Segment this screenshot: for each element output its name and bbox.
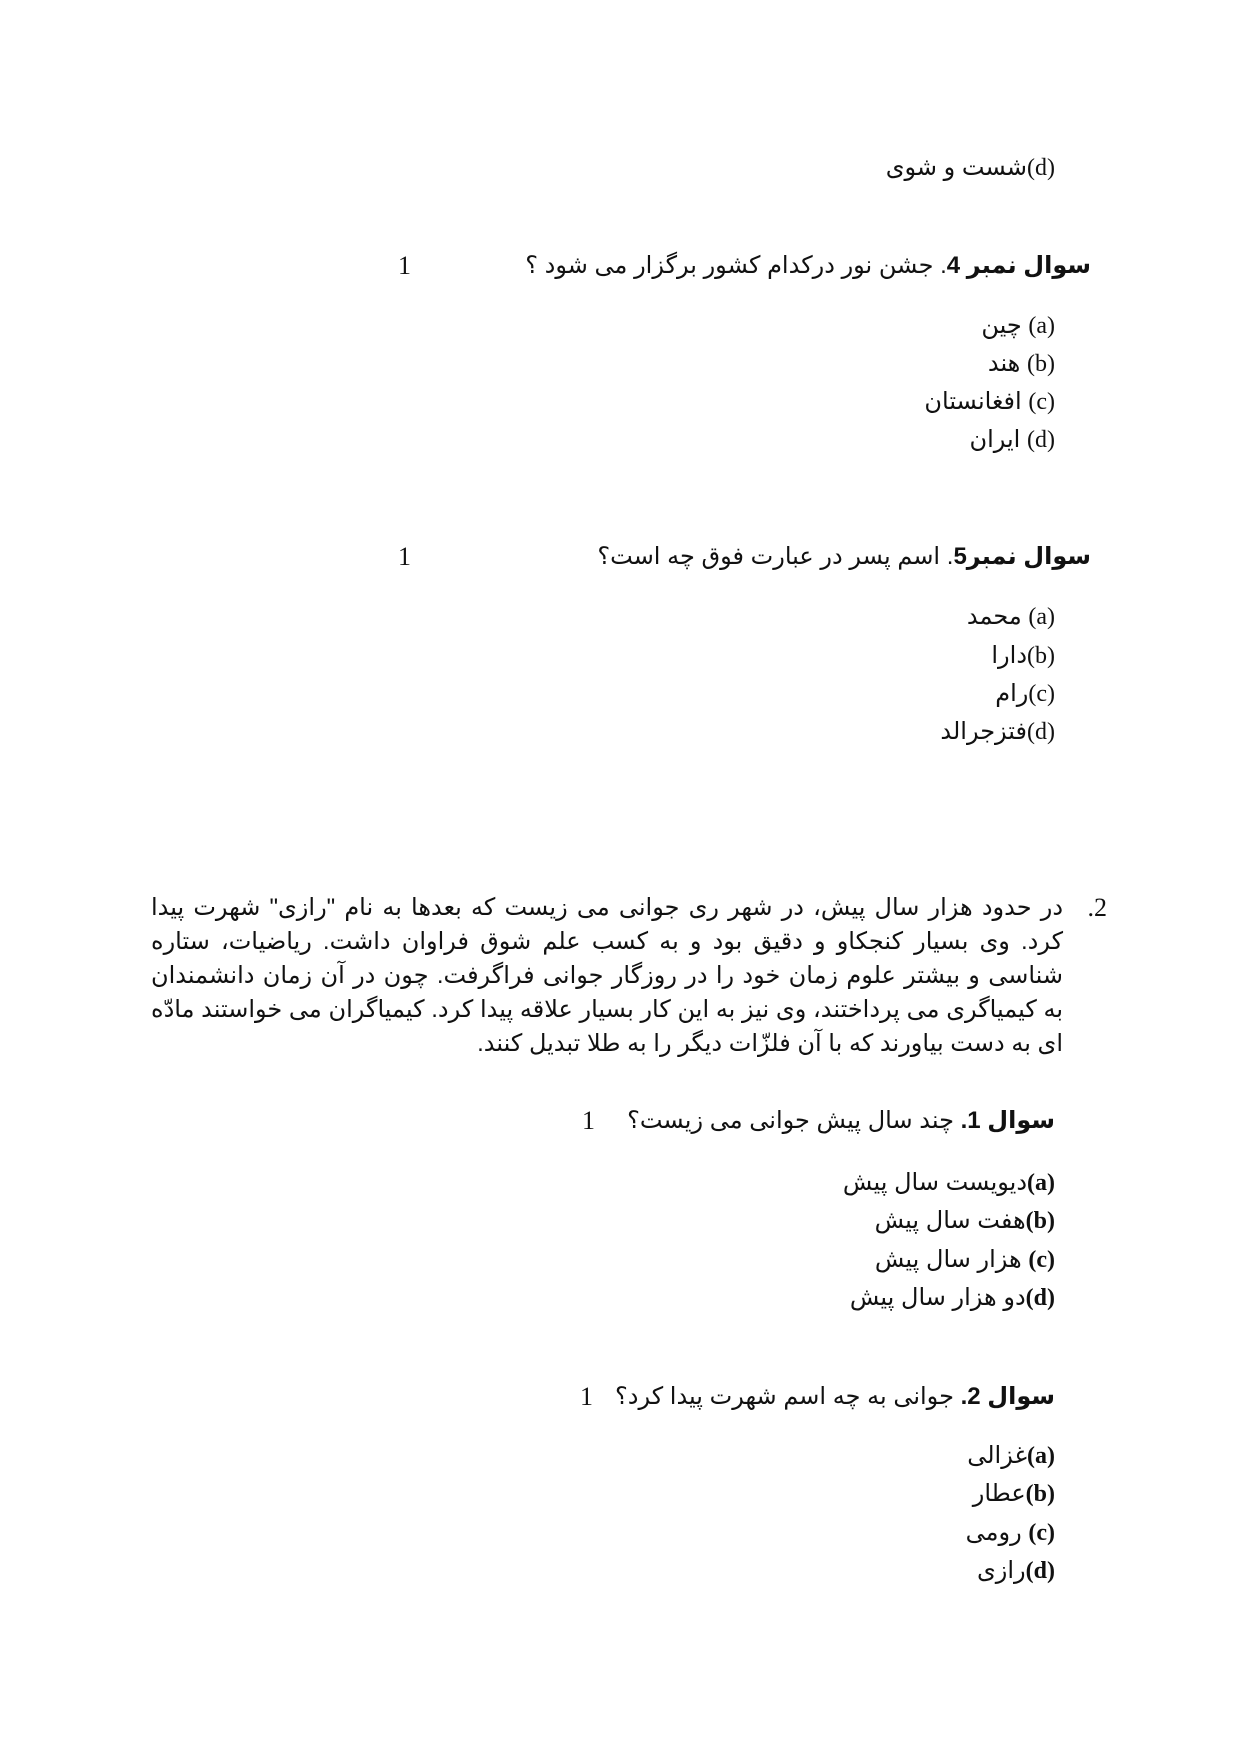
question-label: سوال نمبر5 — [953, 543, 1091, 570]
option-letter: (c) — [1028, 1247, 1055, 1273]
option-a — [843, 1168, 1055, 1198]
option-letter: (a) — [1028, 313, 1055, 339]
question-5-mark: 1 — [398, 542, 411, 571]
question-4-mark: 1 — [398, 251, 411, 280]
option-text: هفت سال پیش — [874, 1207, 1026, 1234]
option-text: هزار سال پیش — [874, 1246, 1029, 1273]
question-text: . جشن نور درکدام کشور برگزار می شود ؟ — [525, 252, 947, 279]
option-letter: (d) — [1027, 719, 1055, 745]
option-text: دیویست سال پیش — [842, 1169, 1028, 1196]
option-letter: (a) — [1027, 1170, 1055, 1196]
option-letter: (b) — [1025, 1208, 1055, 1234]
option-d — [940, 717, 1055, 747]
option-c — [924, 387, 1055, 417]
option-d — [850, 1283, 1055, 1313]
passage-question-2 — [615, 1382, 1055, 1412]
option-text: افغانستان — [924, 388, 1022, 415]
option-text: دو هزار سال پیش — [849, 1284, 1026, 1311]
option-letter: (d) — [1025, 1558, 1055, 1584]
option-text: شست و شوی — [885, 154, 1028, 181]
question-text: چند سال پیش جوانی می زیست؟ — [627, 1107, 961, 1134]
passage-question-1-mark: 1 — [582, 1106, 595, 1135]
option-c — [966, 1518, 1055, 1548]
question-text: . اسم پسر در عبارت فوق چه است؟ — [597, 543, 954, 570]
question-5 — [597, 542, 1091, 572]
option-d — [969, 425, 1055, 455]
option-letter: (b) — [1027, 351, 1055, 377]
question-text: جوانی به چه اسم شهرت پیدا کرد؟ — [615, 1383, 961, 1410]
option-text: هند — [987, 350, 1021, 377]
option-text: غزالی — [967, 1442, 1028, 1469]
option-letter: (a) — [1027, 1443, 1055, 1469]
option-letter: (b) — [1027, 643, 1055, 669]
option-text: محمد — [966, 603, 1022, 630]
option-letter: (a) — [1028, 604, 1055, 630]
passage-text: در حدود هزار سال پیش، در شهر ری جوانی می زیست که بعدها به نام "رازی" شهرت پیدا کرد. وی بسیار کنجکاو و دقیق بود و به کسب علم شوق فراوان داشت. ریاضیات، ستاره شناسی و بیشتر علوم زمان خود را در روزگار جوانی فراگرفت. چون در آن زمان دانشمندان به کیمیاگری می پرداختند، وی نیز به این کار بسیار علاقه پیدا کرد. کیمیاگران می خواستند مادّه ای به دست بیاورند که با آن فلزّات دیگر را به طلا تبدیل کنند. — [151, 894, 1064, 1057]
option-d — [977, 1556, 1055, 1586]
option-a — [981, 311, 1055, 341]
option-letter: (c) — [1028, 1520, 1055, 1546]
option-letter: (c) — [1028, 681, 1055, 707]
option-text: رومی — [965, 1519, 1029, 1546]
passage-question-2-mark: 1 — [580, 1382, 593, 1411]
option-b — [973, 1479, 1055, 1509]
question-label: سوال نمبر 4 — [946, 252, 1091, 279]
option-letter: (d) — [1027, 427, 1055, 453]
option-b — [875, 1206, 1055, 1236]
option-text: فتزجرالد — [940, 718, 1028, 745]
question-label: سوال 1. — [960, 1107, 1055, 1134]
option-text: چین — [981, 312, 1022, 339]
option-letter: (c) — [1028, 389, 1055, 415]
option-b — [988, 349, 1055, 379]
option-letter: (b) — [1025, 1481, 1055, 1507]
option-text: دارا — [991, 642, 1028, 669]
option-letter: (d) — [1025, 1285, 1055, 1311]
option-a — [967, 602, 1055, 632]
option-c — [875, 1245, 1055, 1275]
option-letter: (d) — [1027, 155, 1055, 181]
option-text: ایران — [969, 426, 1021, 453]
option-a — [967, 1441, 1055, 1471]
question-4 — [525, 251, 1091, 281]
option-d — [886, 153, 1055, 183]
passage-number: .2 — [1087, 893, 1107, 922]
option-text: رام — [995, 680, 1029, 707]
option-text: عطار — [972, 1480, 1026, 1507]
option-text: رازی — [977, 1557, 1026, 1584]
passage-question-1 — [627, 1106, 1055, 1136]
option-c — [995, 679, 1055, 709]
option-b — [991, 641, 1055, 671]
question-label: سوال 2. — [960, 1383, 1055, 1410]
